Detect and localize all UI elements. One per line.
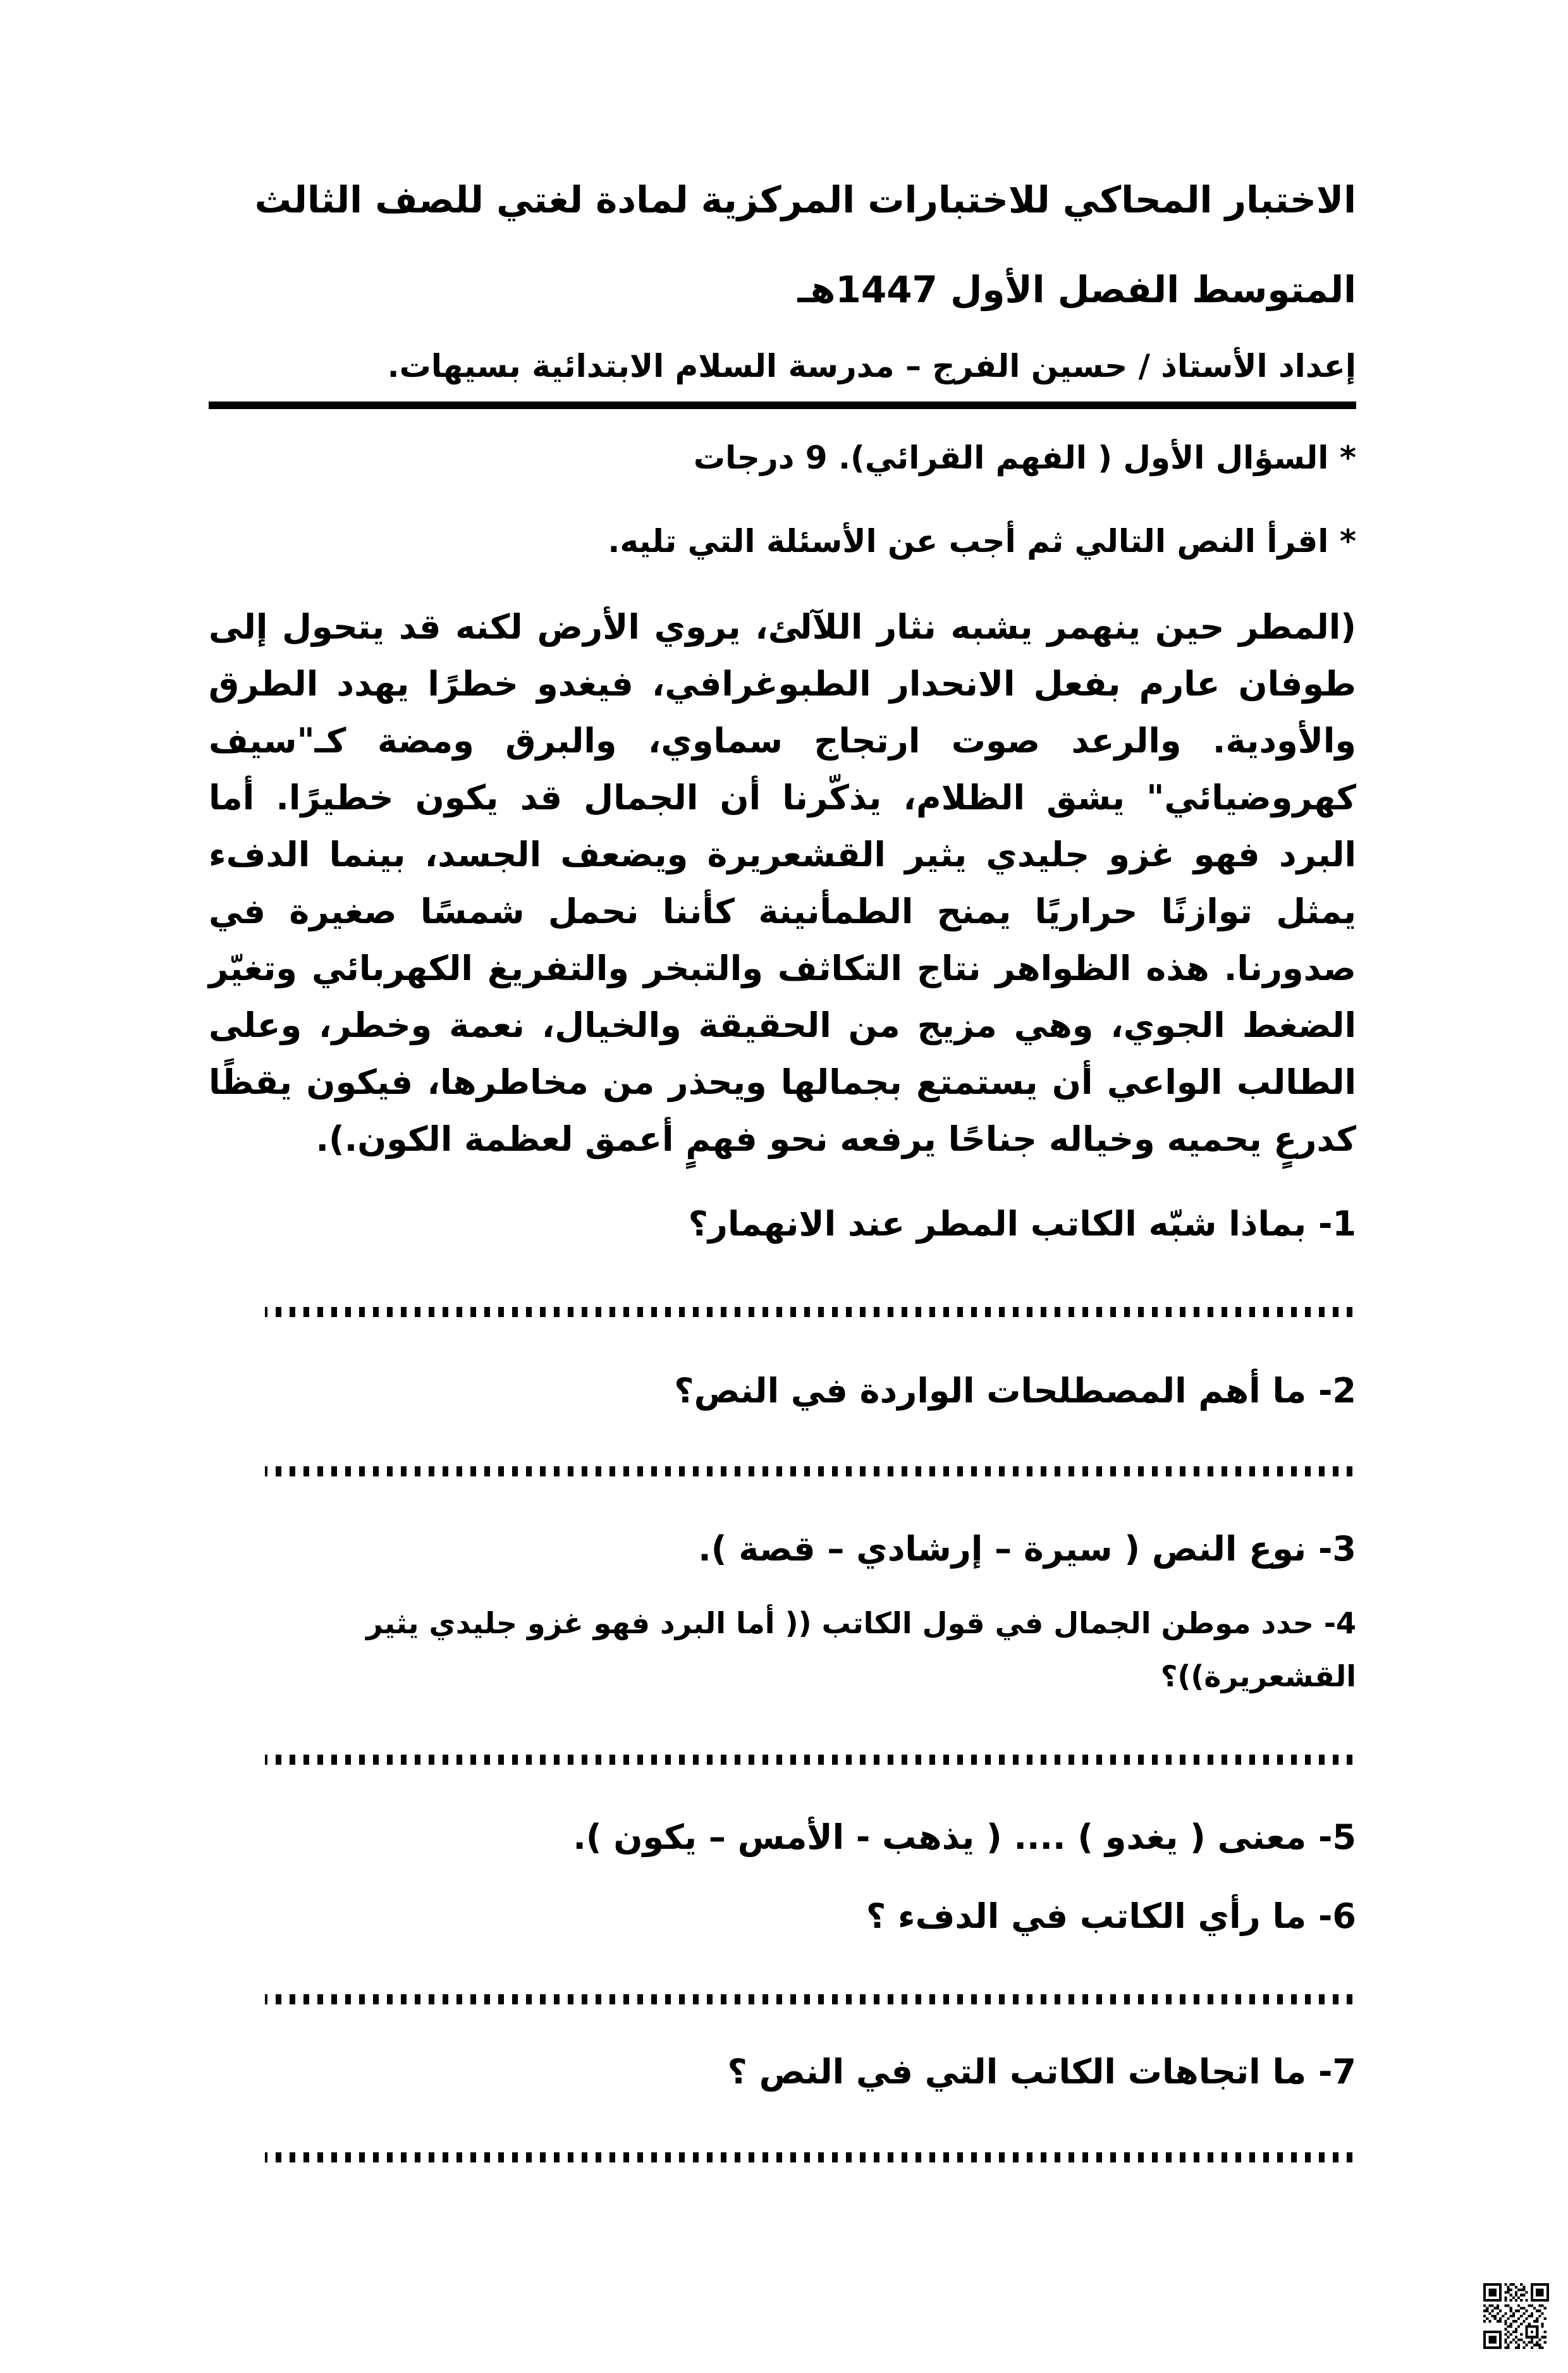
question-2: 2- ما أهم المصطلحات الواردة في النص؟ — [674, 1371, 1356, 1411]
question-7: 7- ما اتجاهات الكاتب التي في النص ؟ — [727, 2052, 1356, 2092]
reading-instruction: * اقرأ النص التالي ثم أجب عن الأسئلة التي تليه. — [608, 523, 1356, 560]
question-5: 5- معنى ( يغدو ) .... ( يذهب - الأمس – يكون ). — [573, 1817, 1356, 1857]
question-3: 3- نوع النص ( سيرة – إرشادي – قصة ). — [698, 1529, 1356, 1569]
exam-page — [0, 155, 1568, 2373]
answer-dotted-line — [265, 1466, 1352, 1476]
answer-dotted-line — [265, 2152, 1352, 2162]
answer-dotted-line — [265, 1755, 1352, 1765]
exam-header — [209, 155, 1356, 409]
qr-code — [1483, 2283, 1549, 2349]
question-4: 4- حدد موطن الجمال في قول الكاتب (( أما البرد فهو غزو جليدي يثير القشعريرة))؟ — [366, 1606, 1356, 1693]
question-6: 6- ما رأي الكاتب في الدفء ؟ — [866, 1896, 1356, 1936]
questions-list — [209, 1196, 1356, 2162]
page-title: الاختبار المحاكي للاختبارات المركزية لمادة لغتي للصف الثالث المتوسط الفصل الأول 1447هـ — [254, 178, 1356, 311]
reading-passage: (المطر حين ينهمر يشبه نثار اللآلئ، يروي الأرض لكنه قد يتحول إلى طوفان عارم بفعل الانحدار الطبوغرافي، فيغدو خطرًا يهدد الطرق والأودية. والرعد صوت ارتجاج سماوي، والبرق ومضة كـ"سيف كهروضيائي" يشق الظلام، يذكّرنا أن الجمال قد يكون خطيرًا. أما البرد فهو غزو جليدي يثير القشعريرة ويضعف الجسد، بينما الدفء يمثل توازنًا حراريًا يمنح الطمأنينة كأننا نحمل شمسًا صغيرة في صدورنا. هذه الظواهر نتاج التكاثف والتبخر والتفريغ الكهربائي وتغيّر الضغط الجوي، وهي مزيج من الحقيقة والخيال، نعمة وخطر، وعلى الطالب الواعي أن يستمتع بجمالها ويحذر من مخاطرها، فيكون يقظًا كدرعٍ يحميه وخياله جناحًا يرفعه نحو فهمٍ أعمق لعظمة الكون.). — [209, 607, 1356, 1159]
preparer-line: إعداد الأستاذ / حسين الفرج – مدرسة السلام الابتدائية بسيهات. — [387, 348, 1356, 384]
question-1: 1- بماذا شبّه الكاتب المطر عند الانهمار؟ — [688, 1204, 1356, 1244]
answer-dotted-line — [265, 1307, 1352, 1317]
section-heading: * السؤال الأول ( الفهم القرائي). 9 درجات — [693, 439, 1356, 476]
answer-dotted-line — [265, 1994, 1352, 2004]
